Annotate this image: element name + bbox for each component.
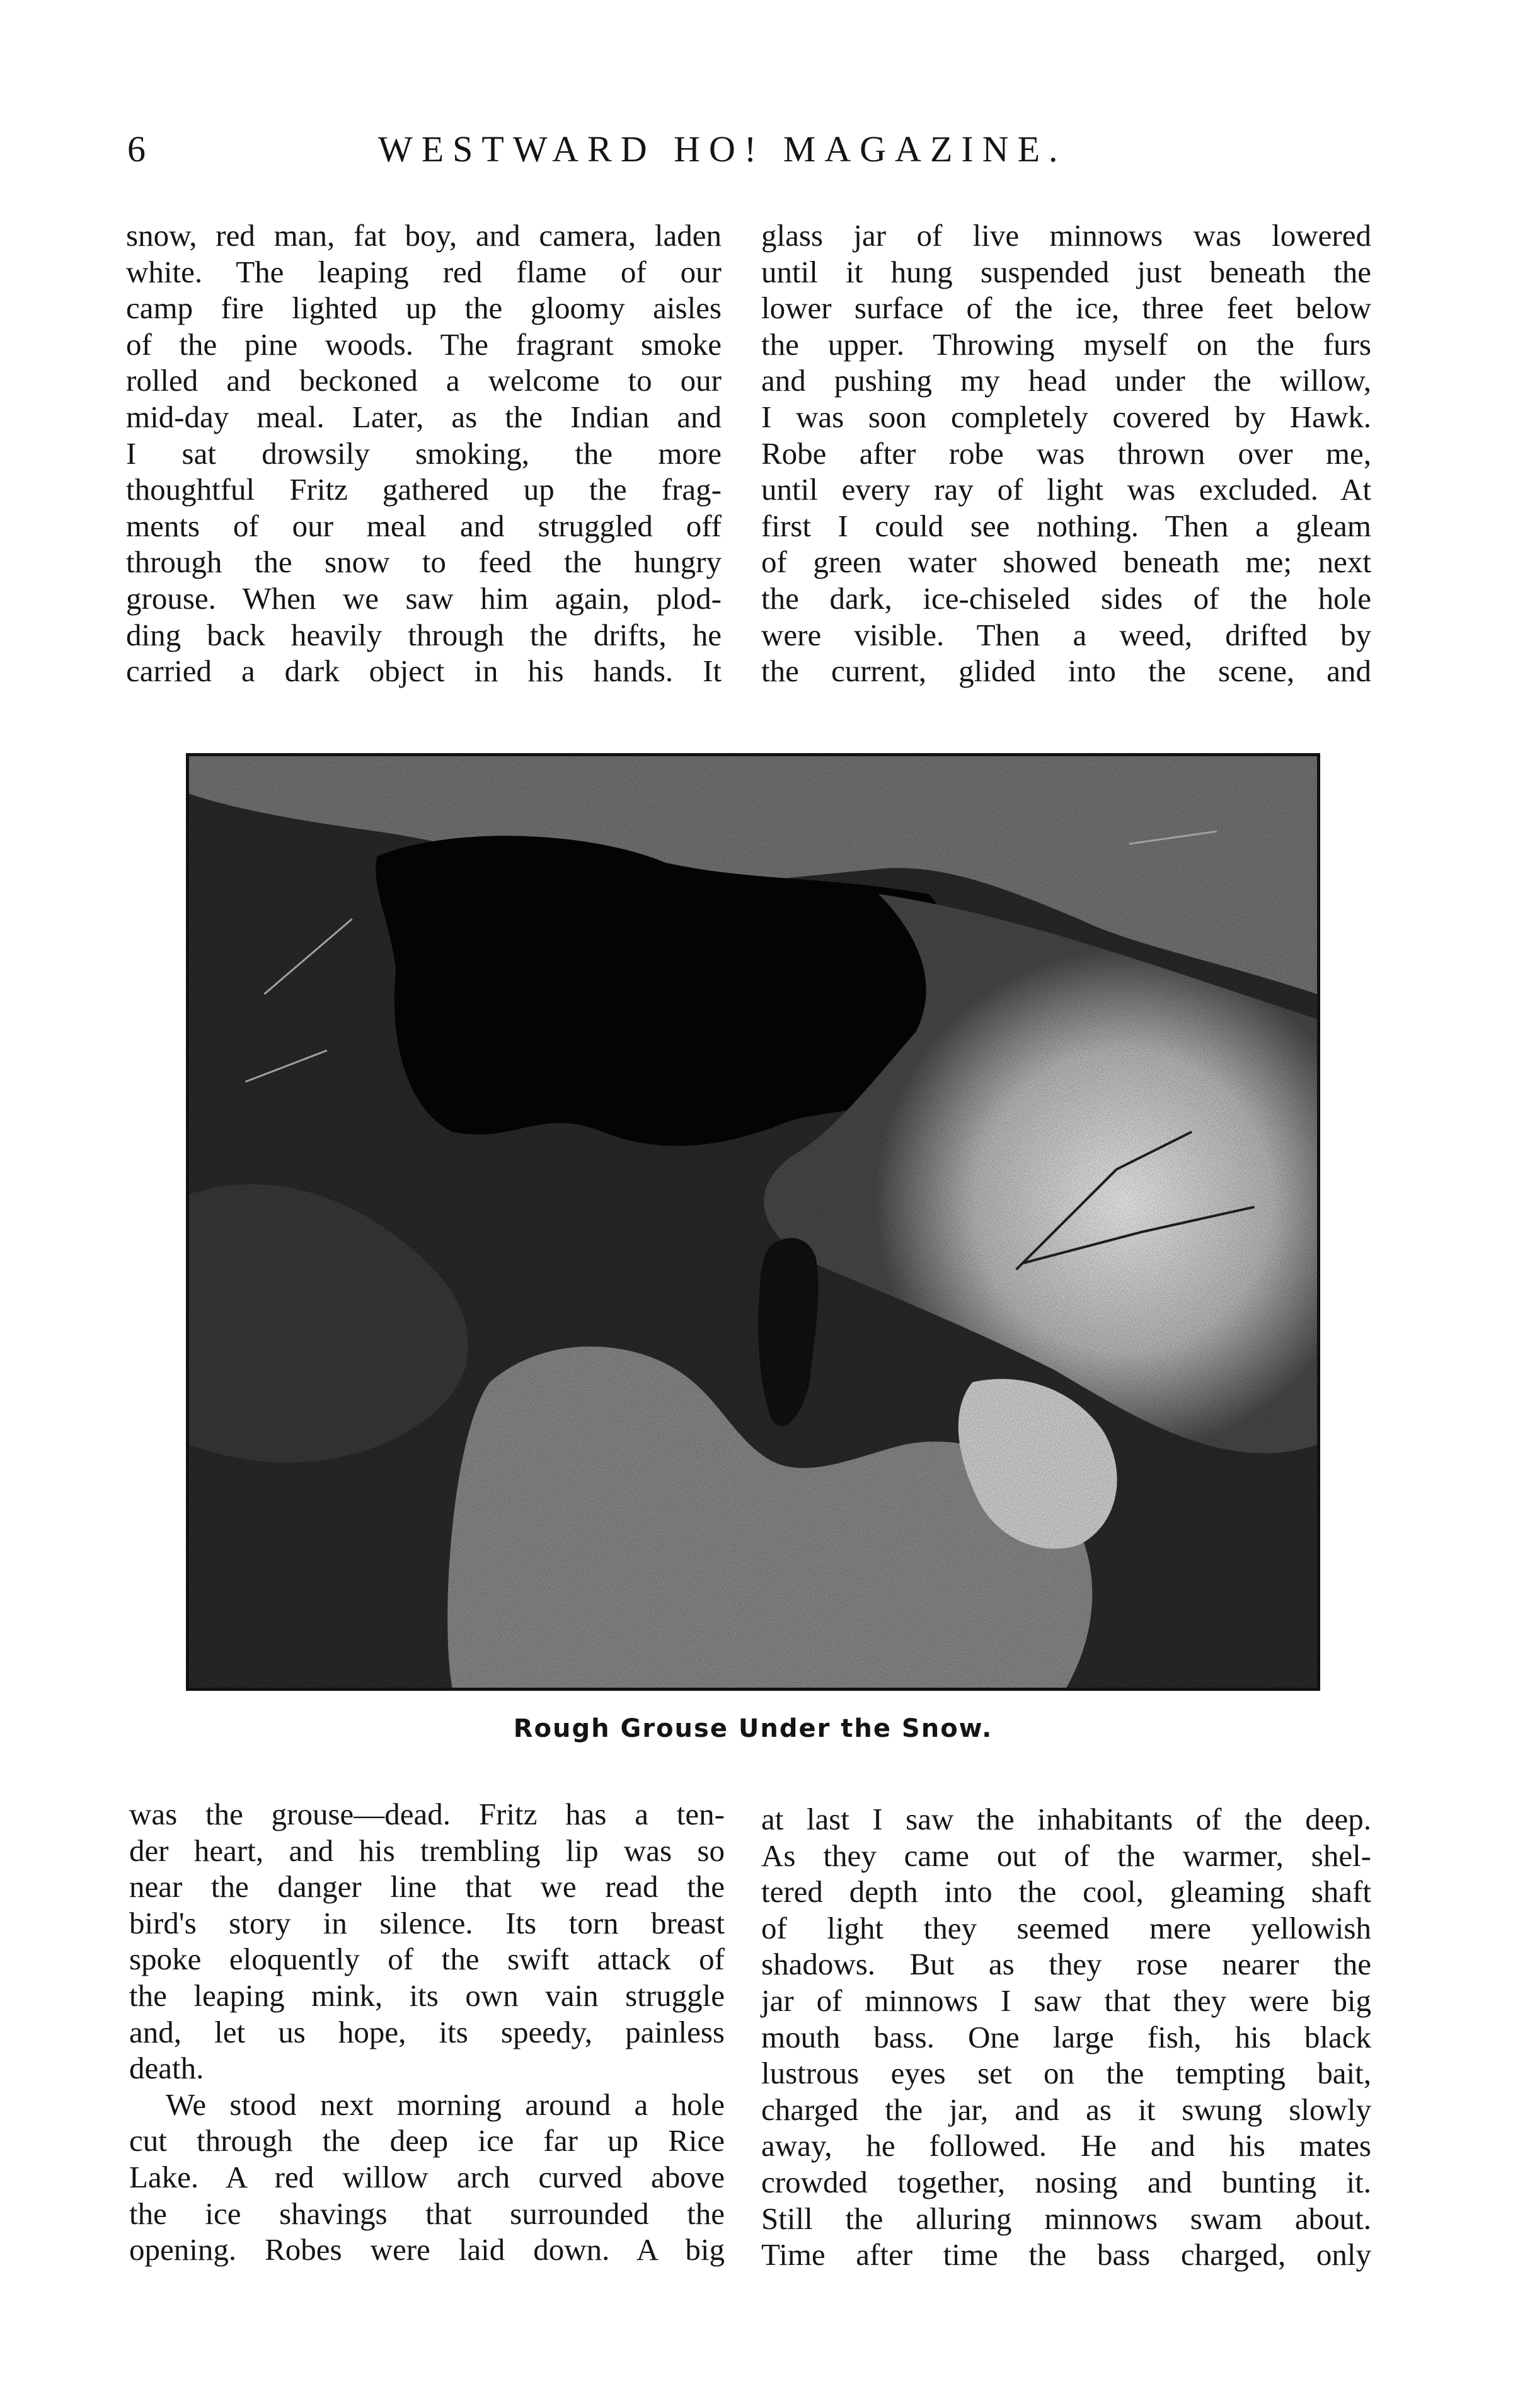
text-line: of the pine woods. The fragrant smoke xyxy=(126,326,722,362)
text-line: and, let us hope, its speedy, painless xyxy=(129,2014,725,2049)
text-line: ments of our meal and struggled off xyxy=(126,508,722,543)
text-line: Robe after robe was thrown over me, xyxy=(761,435,1371,471)
text-line: mid-day meal. Later, as the Indian and xyxy=(126,399,722,434)
photograph xyxy=(186,753,1320,1691)
running-head: WESTWARD HO! MAGAZINE. xyxy=(378,129,1067,170)
text-line: charged the jar, and as it swung slowly xyxy=(761,2092,1371,2127)
text-line: opening. Robes were laid down. A big xyxy=(129,2232,725,2267)
text-line: of light they seemed mere yellowish xyxy=(761,1910,1371,1945)
text-line: bird's story in silence. Its torn breast xyxy=(129,1905,725,1940)
text-line: I sat drowsily smoking, the more xyxy=(126,435,722,471)
text-line: der heart, and his trembling lip was so xyxy=(129,1833,725,1868)
text-line: camp fire lighted up the gloomy aisles xyxy=(126,291,722,326)
text-line: snow, red man, fat boy, and camera, laden xyxy=(126,218,722,253)
text-line: lower surface of the ice, three feet below xyxy=(761,291,1371,326)
text-line: tered depth into the cool, gleaming shaft xyxy=(761,1874,1371,1910)
text-line: We stood next morning around a hole xyxy=(166,2087,725,2122)
text-line: ding back heavily through the drifts, he xyxy=(126,617,722,652)
text-line: away, he followed. He and his mates xyxy=(761,2128,1371,2163)
text-line: at last I saw the inhabitants of the deep. xyxy=(761,1802,1371,1836)
grouse-in-snow-photo xyxy=(189,756,1317,1688)
text-line: crowded together, nosing and bunting it. xyxy=(761,2164,1371,2199)
text-line: grouse. When we saw him again, plod- xyxy=(126,580,722,616)
text-line: near the danger line that we read the xyxy=(129,1869,725,1904)
text-line: carried a dark object in his hands. It xyxy=(126,654,722,689)
text-line: Lake. A red willow arch curved above xyxy=(129,2159,725,2194)
text-line: I was soon completely covered by Hawk. xyxy=(761,399,1371,434)
text-line: cut through the deep ice far up Rice xyxy=(129,2123,725,2158)
text-line: Time after time the bass charged, only xyxy=(761,2237,1371,2273)
text-line: first I could see nothing. Then a gleam xyxy=(761,508,1371,543)
text-line: thoughtful Fritz gathered up the frag- xyxy=(126,472,722,507)
text-line: the current, glided into the scene, and xyxy=(761,654,1371,689)
text-column-top-right xyxy=(761,217,1371,689)
text-line: and pushing my head under the willow, xyxy=(761,363,1371,398)
text-line: As they came out of the warmer, shel- xyxy=(761,1838,1371,1873)
text-line: glass jar of live minnows was lowered xyxy=(761,218,1371,253)
figure-caption: Rough Grouse Under the Snow. xyxy=(513,1714,993,1743)
page-number: 6 xyxy=(127,129,146,170)
text-line: death. xyxy=(129,2051,204,2086)
text-line: shadows. But as they rose nearer the xyxy=(761,1947,1371,1982)
text-line: the dark, ice-chiseled sides of the hole xyxy=(761,580,1371,616)
text-line: spoke eloquently of the swift attack of xyxy=(129,1942,725,1977)
text-line: the leaping mink, its own vain struggle xyxy=(129,1978,725,2013)
text-column-top-left xyxy=(126,217,722,689)
text-line: the ice shavings that surrounded the xyxy=(129,2196,725,2231)
text-line: lustrous eyes set on the tempting bait, xyxy=(761,2056,1371,2091)
text-line: until it hung suspended just beneath the xyxy=(761,254,1371,289)
text-line: white. The leaping red flame of our xyxy=(126,254,722,289)
text-line: were visible. Then a weed, drifted by xyxy=(761,617,1371,652)
text-line: until every ray of light was excluded. At xyxy=(761,472,1371,507)
text-line: jar of minnows I saw that they were big xyxy=(761,1983,1371,2018)
text-column-bottom-left xyxy=(129,1796,725,2268)
text-line: through the snow to feed the hungry xyxy=(126,544,722,580)
text-line: was the grouse—dead. Fritz has a ten- xyxy=(129,1797,725,1831)
text-column-bottom-right xyxy=(761,1801,1371,2273)
text-line: of green water showed beneath me; next xyxy=(761,544,1371,580)
text-line: mouth bass. One large fish, his black xyxy=(761,2019,1371,2054)
text-line: rolled and beckoned a welcome to our xyxy=(126,363,722,398)
text-line: the upper. Throwing myself on the furs xyxy=(761,326,1371,362)
text-line: Still the alluring minnows swam about. xyxy=(761,2201,1371,2236)
